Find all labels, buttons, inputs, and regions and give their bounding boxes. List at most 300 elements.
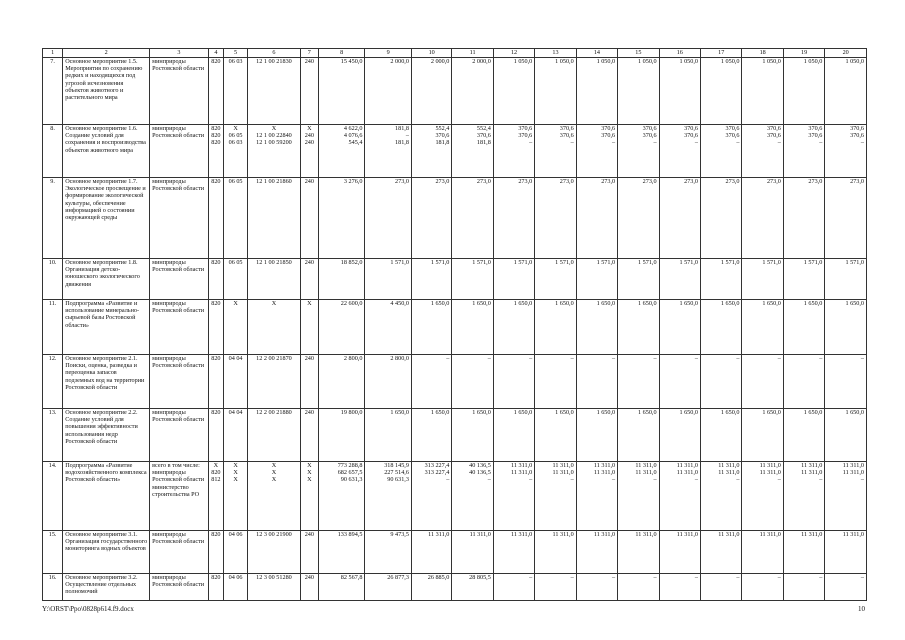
cell-line: 12 1 00 22840: [256, 132, 292, 140]
column-number-cell: 12: [493, 49, 534, 58]
cell-line: 90 631,3: [387, 476, 409, 484]
row-number-cell: 16.: [43, 574, 63, 601]
value-cell: 273,0: [825, 178, 867, 259]
cell-line: –: [819, 139, 823, 147]
cell-line: 370,6: [850, 132, 864, 140]
activity-name-cell: Основное мероприятие 2.1. Поиски, оценка, разведка и переоценка запасов подземных вод на территории Ростовской области: [63, 355, 150, 409]
value-cell: 11 311,0: [452, 531, 493, 574]
value-cell: 19 800,0: [318, 409, 365, 462]
row-number-cell: 12.: [43, 355, 63, 409]
value-cell: 1 650,0: [742, 300, 783, 355]
value-cell: 12 2 00 21870: [248, 355, 301, 409]
value-cell: 1 050,0: [618, 58, 659, 125]
executor-cell: минприроды Ростовской области: [150, 574, 209, 601]
column-number-cell: 5: [223, 49, 247, 58]
value-cell: 273,0: [783, 178, 824, 259]
activity-name-cell: Основное мероприятие 1.7. Экологическое просвещение и формирование экологической культуры, обеспечение информацией о состоянии окружающей среды: [63, 178, 150, 259]
value-cell: 133 894,5: [318, 531, 365, 574]
value-cell: –: [742, 574, 783, 601]
value-cell: 820: [208, 300, 223, 355]
value-cell: 1 571,0: [783, 259, 824, 300]
value-cell: 22 600,0: [318, 300, 365, 355]
value-cell: 11 311,0: [742, 531, 783, 574]
value-cell: 06 05: [223, 259, 247, 300]
value-cell: 1 050,0: [825, 58, 867, 125]
stacked-cell: [365, 125, 412, 178]
cell-line: 370,6: [684, 125, 698, 132]
cell-line: X: [233, 476, 238, 484]
executor-cell: минприроды Ростовской области: [150, 178, 209, 259]
value-cell: 820: [208, 178, 223, 259]
stacked-cell: [576, 462, 617, 531]
column-number-cell: 19: [783, 49, 824, 58]
column-number-cell: 9: [365, 49, 412, 58]
value-cell: 1 650,0: [659, 300, 700, 355]
column-number-row: [43, 49, 867, 58]
value-cell: 82 567,8: [318, 574, 365, 601]
value-cell: 820: [208, 531, 223, 574]
value-cell: 2 000,0: [411, 58, 451, 125]
value-cell: 1 650,0: [535, 300, 576, 355]
value-cell: 1 571,0: [742, 259, 783, 300]
cell-line: –: [529, 476, 533, 484]
value-cell: 2 000,0: [365, 58, 412, 125]
executor-cell: минприроды Ростовской области: [150, 259, 209, 300]
value-cell: 1 650,0: [493, 300, 534, 355]
stacked-cell: [742, 462, 783, 531]
cell-line: 370,6: [518, 132, 533, 140]
cell-line: 370,6: [684, 132, 698, 140]
value-cell: 273,0: [535, 178, 576, 259]
value-cell: 820: [208, 355, 223, 409]
value-cell: 04 04: [223, 409, 247, 462]
value-cell: 1 650,0: [618, 409, 659, 462]
cell-line: 820: [211, 469, 221, 477]
value-cell: 04 06: [223, 574, 247, 601]
stacked-cell: [783, 125, 824, 178]
value-cell: –: [701, 355, 742, 409]
value-cell: 273,0: [576, 178, 617, 259]
activity-name-cell: Подпрограмма «Развитие и использование минерально-сырьевой базы Ростовской области»: [63, 300, 150, 355]
value-cell: 4 450,0: [365, 300, 412, 355]
cell-line: 370,6: [642, 125, 657, 132]
value-cell: 1 571,0: [452, 259, 493, 300]
value-cell: 273,0: [742, 178, 783, 259]
value-cell: 11 311,0: [493, 531, 534, 574]
value-cell: 1 650,0: [535, 409, 576, 462]
value-cell: 1 650,0: [576, 409, 617, 462]
value-cell: 240: [300, 178, 318, 259]
value-cell: 1 571,0: [659, 259, 700, 300]
value-cell: 12 3 00 21900: [248, 531, 301, 574]
cell-line: 11 311,0: [842, 469, 864, 477]
value-cell: 1 650,0: [452, 409, 493, 462]
activity-name-cell: Основное мероприятие 3.2. Осуществление отдельных полномочий: [63, 574, 150, 601]
value-cell: 1 650,0: [825, 300, 867, 355]
row-number-cell: 11.: [43, 300, 63, 355]
value-cell: 11 311,0: [825, 531, 867, 574]
stacked-cell: [318, 462, 365, 531]
cell-line: X: [307, 476, 312, 484]
row-number-cell: 7.: [43, 58, 63, 125]
cell-line: 812: [211, 476, 221, 484]
stacked-cell: [208, 125, 223, 178]
value-cell: 273,0: [411, 178, 451, 259]
cell-line: –: [570, 476, 574, 484]
column-number-cell: 18: [742, 49, 783, 58]
stacked-cell: [223, 125, 247, 178]
stacked-cell: [701, 125, 742, 178]
value-cell: X: [223, 300, 247, 355]
column-number-cell: 1: [43, 49, 63, 58]
cell-line: X: [307, 125, 312, 132]
cell-line: 11 311,0: [718, 469, 740, 477]
cell-line: 370,6: [725, 125, 740, 132]
column-number-cell: 8: [318, 49, 365, 58]
cell-line: 11 311,0: [676, 469, 698, 477]
cell-line: X: [271, 462, 277, 469]
cell-line: 11 311,0: [801, 462, 823, 469]
cell-line: –: [777, 139, 781, 147]
row-number-cell: 13.: [43, 409, 63, 462]
value-cell: 1 050,0: [701, 58, 742, 125]
cell-line: –: [736, 476, 740, 484]
value-cell: 1 650,0: [742, 409, 783, 462]
cell-line: 181,8: [435, 139, 450, 147]
cell-line: 11 311,0: [511, 462, 533, 469]
stacked-cell: [248, 462, 301, 531]
value-cell: 1 050,0: [742, 58, 783, 125]
column-number-cell: 16: [659, 49, 700, 58]
value-cell: –: [493, 574, 534, 601]
value-cell: 273,0: [493, 178, 534, 259]
cell-line: минприроды Ростовской области: [152, 469, 205, 484]
cell-line: 11 311,0: [552, 469, 574, 477]
table-row: [43, 125, 867, 178]
cell-line: 318 145,9: [384, 462, 409, 469]
value-cell: 1 650,0: [365, 409, 412, 462]
stacked-cell: [825, 125, 867, 178]
value-cell: –: [576, 574, 617, 601]
stacked-cell: [535, 125, 576, 178]
stacked-cell: [300, 462, 318, 531]
cell-line: 40 136,5: [469, 469, 491, 477]
column-number-cell: 4: [208, 49, 223, 58]
cell-line: 4 076,6: [343, 132, 363, 140]
value-cell: –: [535, 355, 576, 409]
cell-line: 552,4: [476, 125, 491, 132]
table-row: [43, 531, 867, 574]
stacked-cell: [701, 462, 742, 531]
stacked-cell: [659, 125, 700, 178]
cell-line: 370,6: [642, 132, 657, 140]
cell-line: 370,6: [808, 132, 823, 140]
value-cell: X: [300, 300, 318, 355]
value-cell: 1 571,0: [618, 259, 659, 300]
executor-cell: минприроды Ростовской области: [150, 409, 209, 462]
value-cell: 1 650,0: [701, 409, 742, 462]
stacked-cell: [411, 462, 451, 531]
stacked-cell: [825, 462, 867, 531]
value-cell: 11 311,0: [701, 531, 742, 574]
cell-line: 820: [211, 139, 221, 147]
table-row: [43, 259, 867, 300]
cell-line: X: [213, 462, 219, 469]
cell-line: X: [271, 469, 277, 477]
value-cell: –: [783, 574, 824, 601]
value-cell: 1 571,0: [576, 259, 617, 300]
cell-line: 11 311,0: [718, 462, 740, 469]
stacked-cell: [150, 462, 209, 531]
cell-line: 11 311,0: [593, 462, 616, 469]
value-cell: 1 050,0: [783, 58, 824, 125]
cell-line: 545,4: [348, 139, 363, 147]
value-cell: 1 650,0: [452, 300, 493, 355]
cell-line: 370,6: [766, 125, 781, 132]
cell-line: 11 311,0: [759, 462, 781, 469]
row-number-cell: 10.: [43, 259, 63, 300]
executor-cell: минприроды Ростовской области: [150, 125, 209, 178]
executor-cell: минприроды Ростовской области: [150, 300, 209, 355]
cell-line: 11 311,0: [759, 469, 781, 477]
stacked-cell: [452, 462, 493, 531]
cell-line: –: [819, 476, 823, 484]
cell-line: 90 631,3: [340, 476, 363, 484]
cell-line: X: [307, 462, 312, 469]
value-cell: 2 800,0: [365, 355, 412, 409]
cell-line: 370,6: [476, 132, 491, 140]
stacked-cell: [742, 125, 783, 178]
value-cell: 273,0: [618, 178, 659, 259]
row-number-cell: 15.: [43, 531, 63, 574]
value-cell: 273,0: [701, 178, 742, 259]
value-cell: 1 650,0: [411, 300, 451, 355]
budget-table: [42, 48, 867, 601]
value-cell: 240: [300, 409, 318, 462]
stacked-cell: [493, 125, 534, 178]
value-cell: 11 311,0: [576, 531, 617, 574]
value-cell: 28 805,5: [452, 574, 493, 601]
stacked-cell: [452, 125, 493, 178]
executor-cell: минприроды Ростовской области: [150, 531, 209, 574]
value-cell: –: [659, 574, 700, 601]
value-cell: –: [701, 574, 742, 601]
cell-line: –: [487, 476, 491, 484]
cell-line: –: [736, 139, 740, 147]
value-cell: –: [742, 355, 783, 409]
value-cell: 11 311,0: [659, 531, 700, 574]
value-cell: 240: [300, 58, 318, 125]
cell-line: 181,8: [476, 139, 491, 147]
value-cell: 1 650,0: [783, 409, 824, 462]
cell-line: 06 03: [228, 139, 243, 147]
cell-line: 12 1 00 59200: [256, 139, 292, 147]
value-cell: –: [618, 355, 659, 409]
value-cell: 273,0: [452, 178, 493, 259]
value-cell: 1 650,0: [659, 409, 700, 462]
cell-line: –: [694, 476, 698, 484]
cell-line: 240: [304, 139, 314, 147]
value-cell: 11 311,0: [783, 531, 824, 574]
cell-line: 4 622,0: [343, 125, 363, 132]
value-cell: 12 1 00 21860: [248, 178, 301, 259]
value-cell: 2 000,0: [452, 58, 493, 125]
cell-line: 313 227,4: [424, 462, 450, 469]
value-cell: –: [576, 355, 617, 409]
value-cell: 1 571,0: [535, 259, 576, 300]
table-row: [43, 300, 867, 355]
cell-line: –: [860, 476, 864, 484]
stacked-cell: [493, 462, 534, 531]
value-cell: 1 650,0: [493, 409, 534, 462]
row-number-cell: 8.: [43, 125, 63, 178]
column-number-cell: 7: [300, 49, 318, 58]
value-cell: 06 05: [223, 178, 247, 259]
value-cell: 1 050,0: [659, 58, 700, 125]
stacked-cell: [208, 462, 223, 531]
table-row: [43, 58, 867, 125]
activity-name-cell: Основное мероприятие 3.1. Организация государственного мониторинга водных объектов: [63, 531, 150, 574]
value-cell: 820: [208, 409, 223, 462]
cell-line: 370,6: [435, 132, 450, 140]
cell-line: –: [446, 476, 450, 484]
value-cell: 12 3 00 51280: [248, 574, 301, 601]
executor-cell: минприроды Ростовской области: [150, 355, 209, 409]
executor-cell: минприроды Ростовской области: [150, 58, 209, 125]
stacked-cell: [223, 462, 247, 531]
table-row: [43, 178, 867, 259]
value-cell: 04 04: [223, 355, 247, 409]
stacked-cell: [783, 462, 824, 531]
value-cell: 26 885,0: [411, 574, 451, 601]
cell-line: –: [612, 139, 616, 147]
cell-line: –: [529, 139, 533, 147]
cell-line: 11 311,0: [593, 469, 616, 477]
value-cell: –: [452, 355, 493, 409]
value-cell: 240: [300, 531, 318, 574]
cell-line: 227 514,6: [384, 469, 409, 477]
value-cell: 9 473,5: [365, 531, 412, 574]
cell-line: 820: [211, 125, 221, 132]
value-cell: 11 311,0: [535, 531, 576, 574]
cell-line: –: [612, 476, 616, 484]
cell-line: –: [777, 476, 781, 484]
cell-line: –: [405, 132, 409, 140]
activity-name-cell: Основное мероприятие 1.5. Мероприятия по сохранению редких и находящихся под угрозой исчезновения объектов животного и растительного мира: [63, 58, 150, 125]
column-number-cell: 13: [535, 49, 576, 58]
value-cell: 15 450,0: [318, 58, 365, 125]
cell-line: 552,4: [435, 125, 450, 132]
cell-line: 11 311,0: [801, 469, 823, 477]
value-cell: 1 571,0: [701, 259, 742, 300]
value-cell: 820: [208, 574, 223, 601]
cell-line: –: [860, 139, 864, 147]
cell-line: 181,8: [395, 139, 409, 147]
cell-line: всего в том числе:: [152, 462, 200, 469]
stacked-cell: [300, 125, 318, 178]
column-number-cell: 3: [150, 49, 209, 58]
cell-line: 313 227,4: [424, 469, 450, 477]
cell-line: министерство строительства РО: [152, 483, 200, 498]
row-number-cell: 9.: [43, 178, 63, 259]
value-cell: 12 1 00 21830: [248, 58, 301, 125]
stacked-cell: [365, 462, 412, 531]
activity-name-cell: Основное мероприятие 2.2. Создание условий для повышения эффективности использования недр Ростовской области: [63, 409, 150, 462]
value-cell: 3 276,0: [318, 178, 365, 259]
column-number-cell: 14: [576, 49, 617, 58]
page-number: 10: [858, 605, 865, 613]
cell-line: X: [307, 469, 312, 477]
value-cell: 04 06: [223, 531, 247, 574]
stacked-cell: [248, 125, 301, 178]
cell-line: X: [271, 476, 277, 484]
cell-line: –: [570, 139, 574, 147]
stacked-cell: [576, 125, 617, 178]
value-cell: 820: [208, 58, 223, 125]
value-cell: 1 650,0: [576, 300, 617, 355]
value-cell: 06 03: [223, 58, 247, 125]
cell-line: X: [233, 462, 238, 469]
cell-line: 370,6: [601, 125, 616, 132]
cell-line: 06 05: [228, 132, 243, 140]
value-cell: –: [411, 355, 451, 409]
column-number-cell: 10: [411, 49, 451, 58]
column-number-cell: 17: [701, 49, 742, 58]
cell-line: X: [271, 125, 277, 132]
cell-line: 370,6: [559, 132, 574, 140]
cell-line: 682 657,5: [337, 469, 363, 477]
cell-line: 11 311,0: [842, 462, 864, 469]
cell-line: X: [233, 469, 238, 477]
cell-line: 820: [211, 132, 221, 140]
column-number-cell: 11: [452, 49, 493, 58]
value-cell: X: [248, 300, 301, 355]
file-path: Y:\ORST\Ppo\0828p614.f9.docx: [42, 605, 134, 613]
value-cell: 18 852,0: [318, 259, 365, 300]
budget-table-sheet: [42, 48, 867, 601]
value-cell: 240: [300, 355, 318, 409]
value-cell: 820: [208, 259, 223, 300]
value-cell: –: [659, 355, 700, 409]
value-cell: –: [618, 574, 659, 601]
activity-name-cell: Основное мероприятие 1.6. Создание условий для сохранения и воспроизводства объектов животного мира: [63, 125, 150, 178]
value-cell: –: [783, 355, 824, 409]
value-cell: 1 650,0: [783, 300, 824, 355]
value-cell: –: [825, 574, 867, 601]
value-cell: 2 800,0: [318, 355, 365, 409]
value-cell: 1 050,0: [576, 58, 617, 125]
table-row: [43, 574, 867, 601]
cell-line: 11 311,0: [635, 462, 657, 469]
value-cell: 1 571,0: [411, 259, 451, 300]
stacked-cell: [411, 125, 451, 178]
value-cell: 1 571,0: [365, 259, 412, 300]
value-cell: 1 650,0: [701, 300, 742, 355]
cell-line: 370,6: [559, 125, 574, 132]
cell-line: 181,8: [395, 125, 409, 132]
stacked-cell: [659, 462, 700, 531]
value-cell: 1 050,0: [535, 58, 576, 125]
activity-name-cell: Подпрограмма «Развитие водохозяйственного комплекса Ростовской области»: [63, 462, 150, 531]
cell-line: –: [653, 139, 657, 147]
value-cell: –: [535, 574, 576, 601]
cell-line: 40 136,5: [469, 462, 491, 469]
table-row: [43, 409, 867, 462]
column-number-cell: 2: [63, 49, 150, 58]
stacked-cell: [318, 125, 365, 178]
column-number-cell: 15: [618, 49, 659, 58]
column-number-cell: 20: [825, 49, 867, 58]
